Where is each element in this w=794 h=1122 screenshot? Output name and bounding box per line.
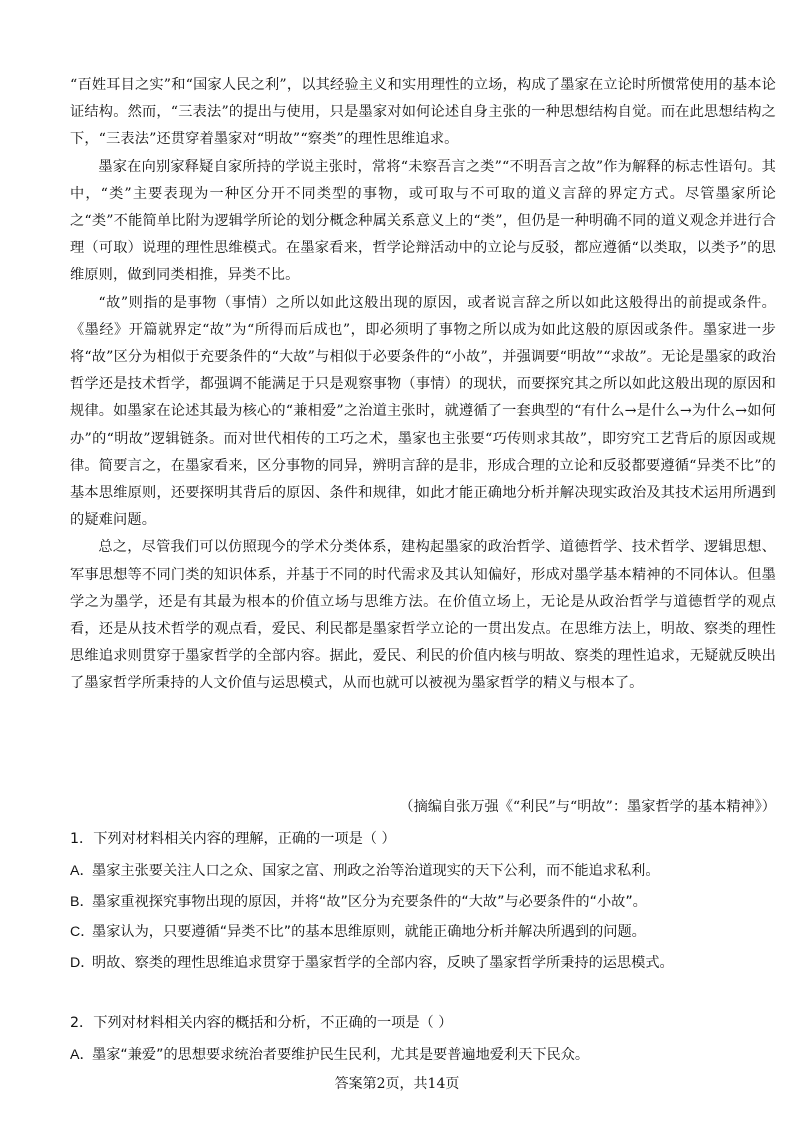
option-letter: A． bbox=[70, 863, 94, 879]
question-1-option-b[interactable] bbox=[70, 889, 776, 916]
option-text: 墨家主张要关注人口之众、国家之富、刑政之治等治道现实的天下公利，而不能追求私利。 bbox=[92, 863, 660, 879]
question-1-option-a[interactable] bbox=[70, 858, 776, 885]
question-2 bbox=[70, 1010, 776, 1037]
question-1 bbox=[70, 826, 776, 853]
option-letter: D． bbox=[70, 954, 95, 971]
question-1-option-c[interactable] bbox=[70, 919, 776, 946]
option-letter: B． bbox=[70, 893, 94, 910]
option-text: 墨家认为，只要遵循“异类不比”的基本思维原则，就能正确地分析并解决所遇到的问题。 bbox=[92, 924, 646, 940]
option-letter: C． bbox=[70, 924, 95, 940]
question-1-option-d[interactable] bbox=[70, 950, 776, 977]
option-text: 墨家重视探究事物出现的原因，并将“故”区分为充要条件的“大故”与必要条件的“小故”。 bbox=[92, 893, 647, 910]
source-attribution: （摘编自张万强《“利民”与“明故”：墨家哲学的基本精神》） bbox=[399, 799, 776, 815]
question-2-options bbox=[70, 1042, 776, 1073]
question-2-option-a[interactable] bbox=[70, 1042, 776, 1069]
page-footer: 答案第2页，共14页 bbox=[334, 1076, 460, 1092]
passage-paragraph-1: “百姓耳目之实”和“国家人民之利”，以其经验主义和实用理性的立场，构成了墨家在立论时所惯常使用的基本论证结构。然而，“三表法”的提出与使用，只是墨家对如何论述自身主张的一种思想结构自觉。而在此思想结构之下，“三表法”还贯穿着墨家对“明故”“察类”的理性思维追求。 bbox=[70, 77, 776, 148]
passage-paragraph-4: 总之，尽管我们可以仿照现今的学术分类体系，建构起墨家的政治哲学、道德哲学、技术哲学、逻辑思想、军事思想等不同门类的知识体系，并基于不同的时代需求及其认知偏好，形成对墨学基本精神的不同体认。但墨学之为墨学，还是有其最为根本的价值立场与思维方法。在价值立场上，无论是从政治哲学与道德哲学的观点看，还是从技术哲学的观点看，爱民、利民都是墨家哲学立论的一贯出发点。在思维方法上，明故、察类的理性思维追求则贯穿于墨家哲学的全部内容。据此，爱民、利民的价值内核与明故、察类的理性追求，无疑就反映出了墨家哲学所秉持的人文价值与运思模式，从而也就可以被视为墨家哲学的精义与根本了。 bbox=[70, 539, 776, 692]
passage-paragraph-2: 墨家在向别家释疑自家所持的学说主张时，常将“未察吾言之类”“不明吾言之故”作为解释的标志性语句。其中，“类”主要表现为一种区分开不同类型的事物，或可取与不可取的道义言辞的界定方式。尽管墨家所论之“类”不能简单比附为逻辑学所论的划分概念种属关系意义上的“类”，但仍是一种明确不同的道义观念并进行合理（可取）说理的理性思维模式。在墨家看来，哲学论辩活动中的立论与反驳，都应遵循“以类取，以类予”的思维原则，做到同类相推，异类不比。 bbox=[70, 158, 776, 284]
question-1-stem: 1．下列对材料相关内容的理解，正确的一项是（ ） bbox=[70, 831, 396, 847]
passage-text bbox=[70, 72, 776, 698]
passage-paragraph-3: “故”则指的是事物（事情）之所以如此这般出现的原因，或者说言辞之所以如此这般得出的前提或条件。《墨经》开篇就界定“故”为“所得而后成也”，即必须明了事物之所以成为如此这般的原因或条件。墨家进一步将“故”区分为相似于充要条件的“大故”与相似于必要条件的“小故”，并强调要“明故”“求故”。无论是墨家的政治哲学还是技术哲学，都强调不能满足于只是观察事物（事情）的现状，而要探究其之所以如此这般出现的原因和规律。如墨家在论述其最为核心的“兼相爱”之治道主张时，就遵循了一套典型的“有什么→是什么→为什么→如何办”的“明故”逻辑链条。而对世代相传的工巧之术，墨家也主张要“巧传则求其故”，即穷究工艺背后的原因或规律。简要言之，在墨家看来，区分事物的同异，辨明言辞的是非，形成合理的立论和反驳都要遵循“异类不比”的基本思维原则，还要探明其背后的原因、条件和规律，如此才能正确地分析并解决现实政治及其技术运用所遇到的疑难问题。 bbox=[70, 294, 776, 529]
option-text: 明故、察类的理性思维追求贯穿于墨家哲学的全部内容，反映了墨家哲学所秉持的运思模式。 bbox=[92, 954, 674, 971]
question-1-options bbox=[70, 858, 776, 980]
option-letter: A． bbox=[70, 1047, 94, 1063]
question-2-stem: 2．下列对材料相关内容的概括和分析，不正确的一项是（ ） bbox=[70, 1015, 453, 1031]
option-text: 墨家“兼爱”的思想要求统治者要维护民生民利，尤其是要普遍地爱利天下民众。 bbox=[92, 1047, 590, 1063]
